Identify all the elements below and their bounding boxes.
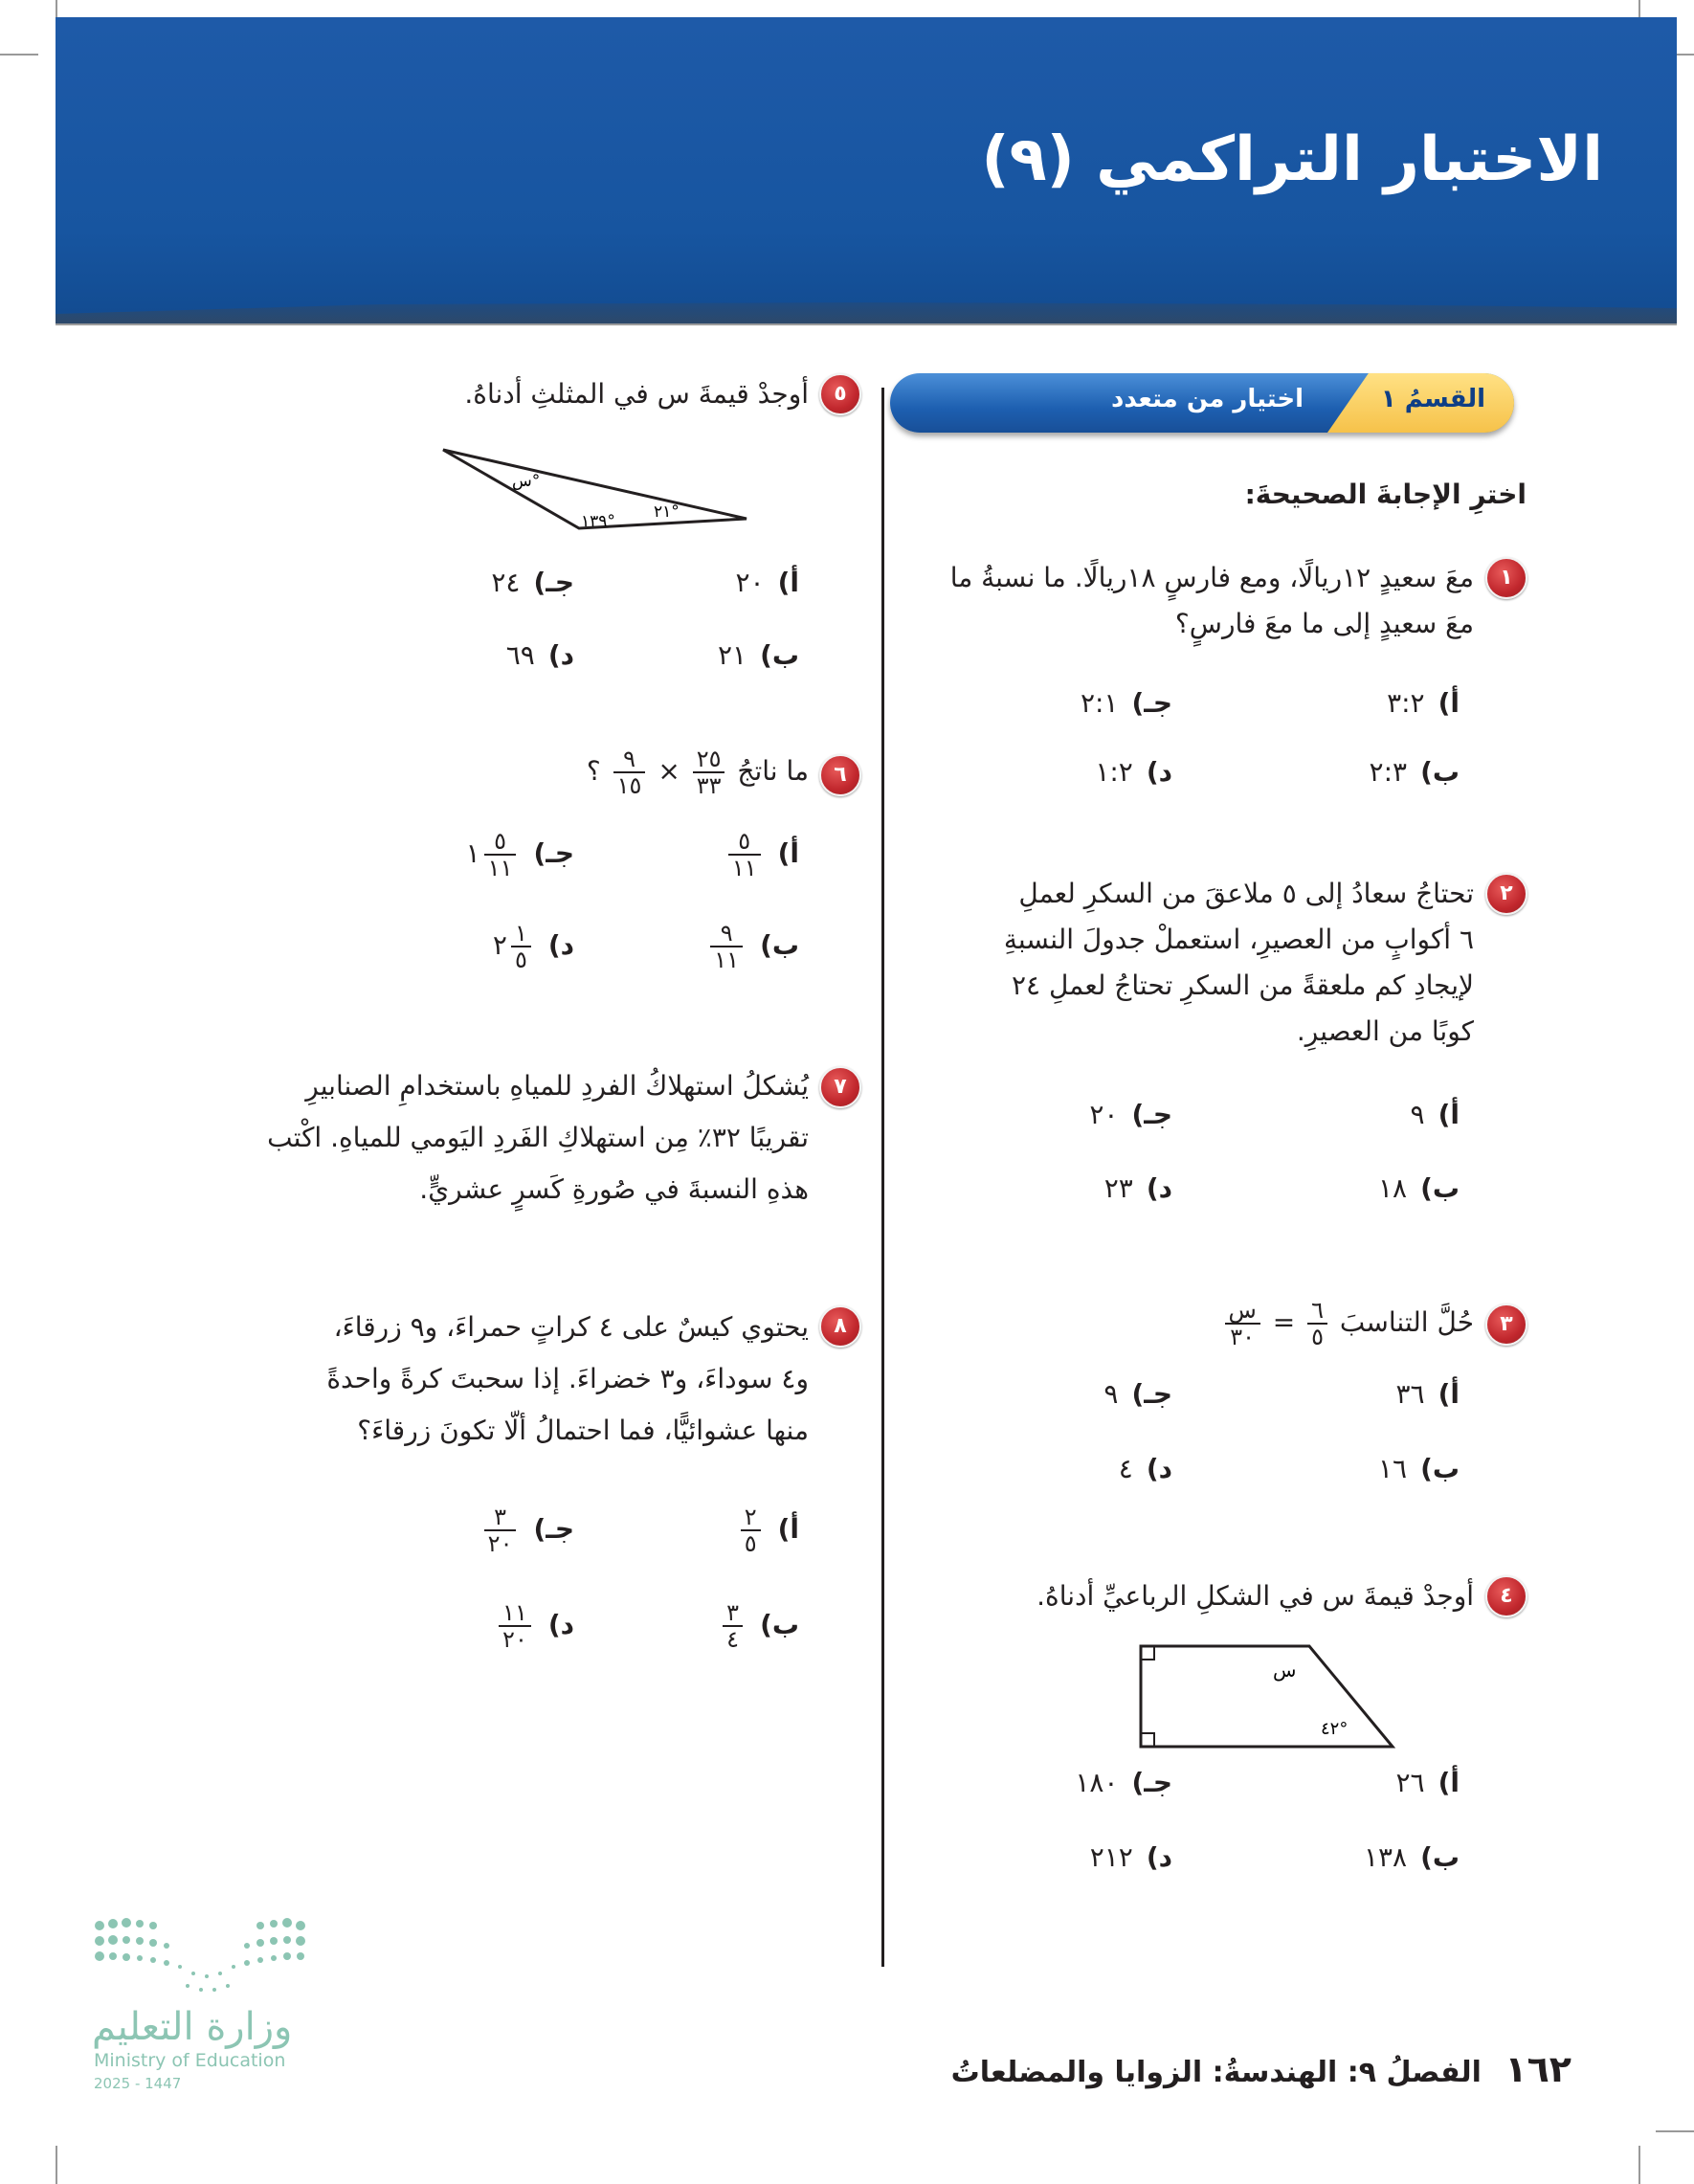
fraction — [728, 829, 761, 880]
fraction — [484, 1504, 517, 1556]
fraction-numerator: ٥ — [728, 829, 761, 856]
chapter-title: الفصلُ ٩: الهندسةُ: الزوايا والمضلعاتُ — [950, 2056, 1482, 2089]
question-8-line: و٤ سوداءَ، و٣ خضراءَ. إذا سحبتَ كرةً واحدةً — [326, 1363, 809, 1394]
q6-option-a[interactable] — [724, 829, 799, 880]
q2-option-b[interactable] — [1378, 1172, 1460, 1204]
q1-option-d[interactable] — [1095, 756, 1172, 788]
option-letter: جـ) — [533, 1513, 574, 1545]
option-letter: ب) — [1420, 1841, 1460, 1873]
option-letter: ب) — [1420, 1172, 1460, 1204]
ministry-logo — [92, 1914, 312, 2106]
question-2-line: لإيجادِ كم ملعقةً من السكرِ تحتاجُ لعملِ ٢٤ — [1012, 969, 1474, 1001]
option-letter: د) — [547, 1609, 574, 1640]
option-value: ٢١ — [717, 639, 747, 671]
crop-mark — [0, 54, 38, 56]
question-6-text — [587, 747, 809, 798]
fraction-numerator: ٢٥ — [693, 747, 725, 773]
option-letter: د) — [547, 639, 574, 671]
logo-year: 2025 - 1447 — [94, 2075, 182, 2092]
q4-option-c[interactable] — [1075, 1767, 1172, 1798]
q2-option-d[interactable] — [1104, 1172, 1172, 1204]
fraction-numerator: ٦ — [1307, 1298, 1327, 1325]
option-value: ٢٠ — [1089, 1099, 1119, 1130]
option-letter: جـ) — [1131, 1099, 1172, 1130]
option-value: ٣٦ — [1395, 1378, 1425, 1410]
question-2-line: تحتاجُ سعادُ إلى ٥ ملاعقَ من السكرِ لعملِ — [1018, 878, 1474, 909]
option-letter: ب) — [1420, 1453, 1460, 1484]
whole-number: ١ — [465, 837, 480, 869]
q8-option-a[interactable] — [737, 1504, 799, 1556]
fraction-numerator: ٢ — [741, 1504, 761, 1531]
fraction — [741, 1504, 761, 1556]
q5-option-a[interactable] — [736, 567, 799, 598]
q3-option-a[interactable] — [1396, 1378, 1460, 1410]
q5-option-d[interactable] — [506, 639, 574, 671]
q2-option-a[interactable] — [1411, 1099, 1460, 1130]
angle-label-21: ٢١° — [654, 502, 680, 522]
option-value: ٣:٢ — [1387, 687, 1425, 719]
fraction — [710, 921, 743, 972]
question-1-line: معَ سعيدٍ إلى ما معَ فارسٍ؟ — [1174, 608, 1474, 639]
q3-option-c[interactable] — [1103, 1378, 1172, 1410]
option-letter: د) — [1146, 756, 1172, 788]
question-number-4: ٤ — [1485, 1575, 1527, 1617]
q1-option-c[interactable] — [1081, 687, 1172, 719]
option-letter: د) — [547, 929, 574, 961]
option-letter: أ) — [1438, 687, 1460, 719]
option-letter: د) — [1146, 1172, 1172, 1204]
question-6-lead: ما ناتجُ — [737, 755, 809, 787]
question-number-3: ٣ — [1485, 1304, 1527, 1346]
option-letter: جـ) — [533, 567, 574, 598]
option-value: ٢١٢ — [1089, 1841, 1133, 1873]
fraction-denominator: ٣٠ — [1230, 1324, 1256, 1350]
page-number: ١٦٢ — [1505, 2048, 1571, 2090]
option-value: ٢٦ — [1395, 1767, 1425, 1798]
option-letter: د) — [1146, 1453, 1172, 1484]
option-letter: أ) — [1438, 1099, 1460, 1130]
fraction — [1225, 1298, 1260, 1349]
option-value: ٢٠ — [735, 567, 765, 598]
page-footer — [951, 2048, 1571, 2090]
option-letter: د) — [1146, 1841, 1172, 1873]
question-number-8: ٨ — [819, 1305, 861, 1348]
q4-option-b[interactable] — [1364, 1841, 1460, 1873]
fraction-denominator: ٣٣ — [696, 772, 722, 799]
section-number: القسمُ ١ — [1380, 385, 1485, 413]
question-2-text — [880, 871, 1474, 1055]
option-value: ١٣٨ — [1363, 1841, 1408, 1873]
q1-option-a[interactable] — [1387, 687, 1460, 719]
question-3-lead: حُلَّ التناسبَ — [1339, 1306, 1474, 1338]
fraction-denominator: ٢٠ — [502, 1626, 527, 1653]
fraction — [511, 921, 531, 972]
q6-option-d[interactable] — [493, 921, 574, 972]
q4-option-d[interactable] — [1090, 1841, 1172, 1873]
question-5-text: أوجدْ قيمةَ س في المثلثِ أدناهُ. — [464, 378, 809, 410]
angle-label-x: س — [1273, 1659, 1297, 1682]
fraction-numerator: ٣ — [723, 1600, 743, 1627]
angle-label-139: ١٣٩° — [581, 512, 615, 531]
question-number-2: ٢ — [1485, 873, 1527, 915]
question-4-text: أوجدْ قيمةَ س في الشكلِ الرباعيِّ أدناهُ. — [1036, 1580, 1474, 1612]
q2-option-c[interactable] — [1089, 1099, 1172, 1130]
q6-option-b[interactable] — [706, 921, 799, 972]
crop-mark — [56, 2146, 57, 2184]
option-letter: ب) — [760, 639, 799, 671]
section-banner — [890, 373, 1514, 433]
fraction-numerator: ٥ — [484, 829, 517, 856]
fraction — [613, 747, 646, 798]
option-value: ١٨٠ — [1075, 1767, 1119, 1798]
equals-sign: = — [1272, 1306, 1296, 1338]
page-title: الاختبار التراكمي (٩) — [981, 124, 1603, 195]
fraction-numerator: ١١ — [499, 1600, 531, 1627]
question-number-7: ٧ — [819, 1066, 861, 1108]
crop-mark — [1638, 2146, 1640, 2184]
fraction — [693, 747, 725, 798]
fraction-numerator: ١ — [511, 921, 531, 947]
angle-label-42: ٤٢° — [1321, 1719, 1349, 1739]
option-value: ٢:١ — [1080, 687, 1119, 719]
question-1-text — [880, 555, 1474, 647]
question-number-6: ٦ — [819, 754, 861, 796]
fraction-denominator: ٥ — [514, 947, 527, 973]
q3-option-b[interactable] — [1378, 1453, 1460, 1484]
fraction — [1307, 1298, 1327, 1349]
fraction-numerator: ٣ — [484, 1504, 517, 1531]
fraction-denominator: ٢٠ — [487, 1530, 513, 1557]
option-letter: أ) — [1438, 1767, 1460, 1798]
triangle-figure — [435, 440, 761, 536]
option-letter: جـ) — [1131, 1378, 1172, 1410]
question-2-line: كوبًا من العصيرِ. — [1296, 1015, 1474, 1047]
right-angle-mark — [1141, 1733, 1154, 1747]
option-letter: جـ) — [533, 837, 574, 869]
question-8-line: يحتوي كيسٌ على ٤ كراتٍ حمراءَ، و٩ زرقاءَ، — [333, 1311, 809, 1343]
option-value: ١٦ — [1377, 1453, 1408, 1484]
logo-english-name: Ministry of Education — [94, 2050, 286, 2071]
option-letter: جـ) — [1131, 1767, 1172, 1798]
question-8-text — [215, 1302, 809, 1457]
question-1-line: معَ سعيدٍ ١٢ريالًا، ومع فارسٍ ١٨ريالًا. ما نسبةُ ما — [949, 562, 1474, 593]
fraction-numerator: ٩ — [613, 747, 646, 773]
option-value: ١:٢ — [1095, 756, 1133, 788]
fraction-denominator: ١١ — [714, 947, 740, 973]
question-7-text — [215, 1060, 809, 1215]
option-value: ٢٤ — [491, 567, 521, 598]
whole-number: ٢ — [492, 929, 507, 961]
option-value: ٤ — [1118, 1453, 1133, 1484]
q1-option-b[interactable] — [1370, 756, 1460, 788]
q5-option-c[interactable] — [491, 567, 574, 598]
option-letter: أ) — [777, 1513, 799, 1545]
question-7-line: تقريبًا ٣٢٪ مِن استهلاكِ الفَردِ اليَومي للمياهِ. اكْتب — [267, 1122, 809, 1153]
option-letter: ب) — [1420, 756, 1460, 788]
instruction: اخترِ الإجابةَ الصحيحةَ: — [1244, 479, 1527, 510]
right-angle-mark — [1141, 1646, 1154, 1660]
q8-option-c[interactable] — [480, 1504, 574, 1556]
question-3-text — [1221, 1298, 1474, 1349]
times-sign: × — [658, 755, 680, 787]
fraction — [499, 1600, 531, 1652]
crop-mark — [1656, 2130, 1694, 2132]
question-7-line: يُشكلُ استهلاكُ الفردِ للمياهِ باستخدامِ الصنابيرِ — [305, 1070, 809, 1102]
question-number-5: ٥ — [819, 373, 861, 415]
question-2-line: ٦ أكوابٍ من العصيرِ، استعملْ جدولَ النسبةِ — [1003, 924, 1474, 955]
fraction-denominator: ١٥ — [616, 772, 642, 799]
fraction — [723, 1600, 743, 1652]
question-number-1: ١ — [1485, 557, 1527, 599]
option-value: ١٨ — [1377, 1172, 1408, 1204]
question-mark: ؟ — [586, 755, 601, 787]
trapezoid-figure — [1129, 1637, 1407, 1761]
trapezoid-shape — [1141, 1646, 1393, 1747]
angle-label-x: س° — [512, 472, 541, 491]
fraction-denominator: ٥ — [1311, 1324, 1324, 1350]
q8-option-d[interactable] — [495, 1600, 574, 1652]
section-title: اختيار من متعدد — [1111, 385, 1304, 413]
q5-option-b[interactable] — [718, 639, 799, 671]
option-value: ٢٣ — [1103, 1172, 1133, 1204]
fraction-denominator: ١١ — [731, 855, 757, 881]
option-letter: جـ) — [1131, 687, 1172, 719]
option-value: ٩ — [1103, 1378, 1119, 1410]
fraction-denominator: ١١ — [487, 855, 513, 881]
option-letter: ب) — [760, 1609, 799, 1640]
option-letter: أ) — [777, 567, 799, 598]
fraction — [484, 829, 517, 880]
option-letter: أ) — [1438, 1378, 1460, 1410]
question-7-line: هذهِ النسبةَ في صُورةِ كَسرٍ عشريٍّ. — [419, 1173, 809, 1205]
q6-option-c[interactable] — [466, 829, 574, 880]
option-value: ٩ — [1410, 1099, 1425, 1130]
q8-option-b[interactable] — [719, 1600, 799, 1652]
logo-dots-icon — [92, 1914, 312, 2000]
fraction-numerator: س — [1225, 1298, 1260, 1325]
logo-arabic-name: وزارة التعليم — [92, 2005, 293, 2049]
option-letter: أ) — [777, 837, 799, 869]
fraction-denominator: ٤ — [726, 1626, 740, 1653]
fraction-numerator: ٩ — [710, 921, 743, 947]
option-value: ٦٩ — [505, 639, 535, 671]
q3-option-d[interactable] — [1119, 1453, 1172, 1484]
fraction-denominator: ٥ — [744, 1530, 757, 1557]
option-value: ٢:٣ — [1369, 756, 1408, 788]
option-letter: ب) — [760, 929, 799, 961]
q4-option-a[interactable] — [1396, 1767, 1460, 1798]
question-8-line: منها عشوائيًّا، فما احتمالُ ألّا تكونَ زرقاءَ؟ — [357, 1415, 809, 1446]
